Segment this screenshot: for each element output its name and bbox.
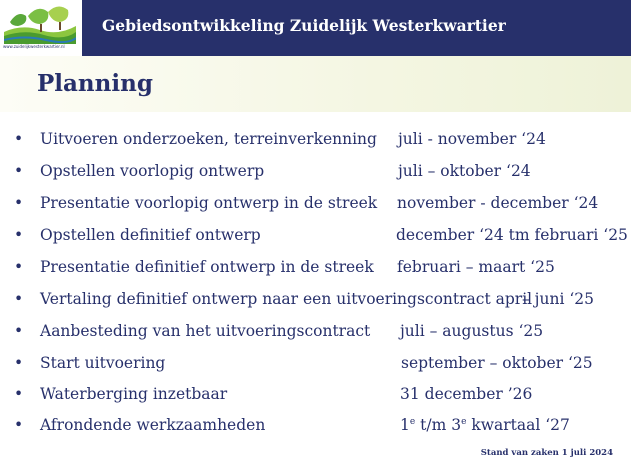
task-label: Waterberging inzetbaar [40, 385, 228, 403]
task-label: Presentatie definitief ontwerp in de streek [40, 258, 374, 276]
list-item [0, 162, 631, 184]
bullet: • [14, 416, 24, 434]
period-label: 31 december ’26 [400, 385, 533, 403]
bullet: • [14, 385, 24, 403]
period-label: november - december ‘24 [397, 194, 599, 212]
list-item [0, 258, 631, 280]
task-label: Uitvoeren onderzoeken, terreinverkenning [40, 130, 377, 148]
list-item [0, 194, 631, 216]
period-label: juli - november ‘24 [398, 130, 546, 148]
header-bar [0, 0, 631, 56]
page-title: Planning [37, 70, 153, 97]
task-label: Presentatie voorlopig ontwerp in de streek [40, 194, 378, 212]
task-label: Opstellen definitief ontwerp [40, 226, 261, 244]
period-label: september – oktober ‘25 [401, 354, 593, 372]
logo [0, 0, 82, 56]
bullet: • [14, 130, 24, 148]
bullet: • [14, 226, 24, 244]
list-item [0, 322, 631, 344]
bullet: • [14, 162, 24, 180]
bullet: • [14, 258, 24, 276]
period-label: 1e t/m 3e kwartaal ‘27 [400, 416, 570, 434]
task-label: Opstellen voorlopig ontwerp [40, 162, 265, 180]
task-label: Start uitvoering [40, 354, 166, 372]
list-item [0, 416, 631, 438]
landscape-logo-icon [4, 2, 76, 44]
bullet: • [14, 194, 24, 212]
period-label: juli – oktober ‘24 [398, 162, 531, 180]
list-item [0, 290, 631, 312]
bullet: • [14, 354, 24, 372]
period-label: februari – maart ‘25 [397, 258, 555, 276]
list-item [0, 130, 631, 152]
period-label: december ‘24 tm februari ‘25 [396, 226, 628, 244]
bullet: • [14, 322, 24, 340]
list-item [0, 354, 631, 376]
period-label: juli – augustus ‘25 [400, 322, 544, 340]
header-title: Gebiedsontwikkeling Zuidelijk Westerkwartier [102, 16, 506, 35]
footer-note: Stand van zaken 1 juli 2024 [480, 448, 613, 458]
task-label: Afrondende werkzaamheden [40, 416, 266, 434]
list-item [0, 226, 631, 248]
logo-url: www.zuidelijkwesterkwartier.nl [3, 44, 65, 49]
list-item [0, 385, 631, 407]
task-label: Vertaling definitief ontwerp naar een uitvoeringscontract april [40, 290, 533, 308]
bullet: • [14, 290, 24, 308]
task-label: Aanbesteding van het uitvoeringscontract [40, 322, 371, 340]
period-label: – juni ‘25 [522, 290, 594, 308]
